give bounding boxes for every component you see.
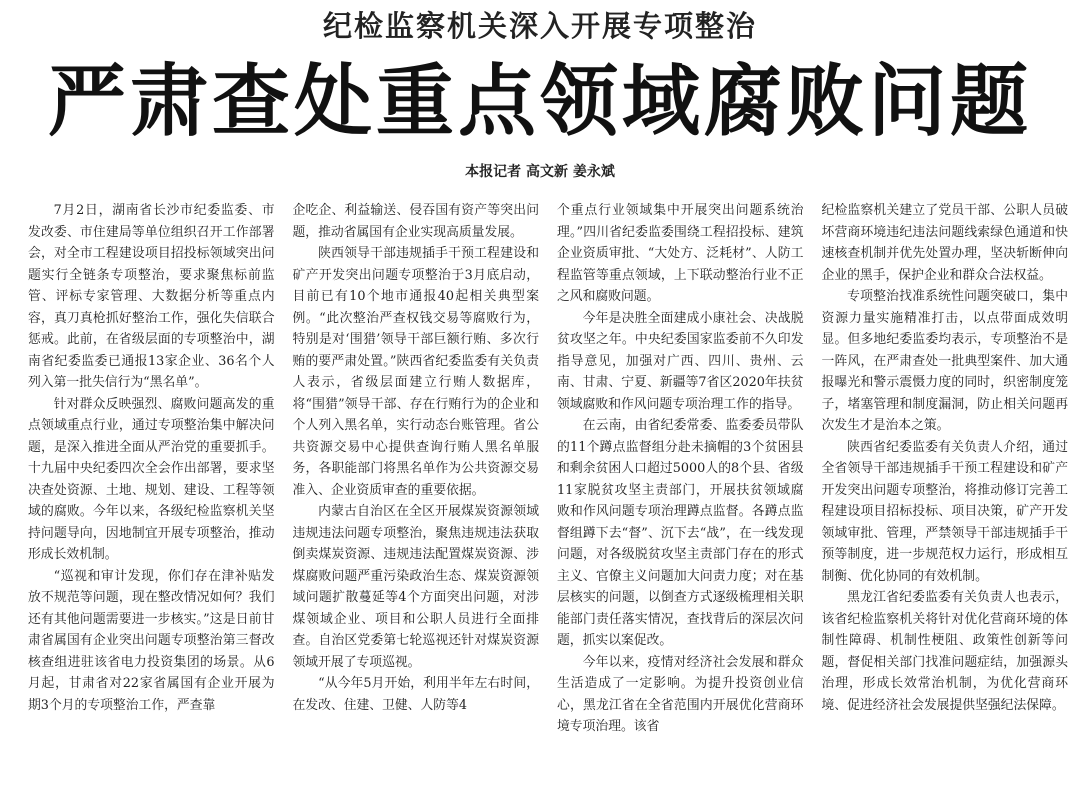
text-column-2 bbox=[293, 200, 540, 790]
body-paragraph: “巡视和审计发现，你们存在津补贴发放不规范等问题，现在整改情况如何？我们还有其他问题需要进一步核实。”这是日前甘肃省属国有企业突出问题专项整治第三督改核查组进驻该省电力投资集团的场景。从6月起，甘肃省对22家省属国有企业开展为期3个月的专项整治工作，严查靠 bbox=[28, 568, 275, 713]
body-paragraph: 黑龙江省纪委监委有关负责人也表示，该省纪检监察机关将针对优化营商环境的体制性障碍、机制性梗阻、政策性创新等问题，督促相关部门找准问题症结，加强源头治理，形成长效常治机制，为优化营商环境、促进经济社会发展提供坚强纪法保障。 bbox=[821, 590, 1068, 713]
body-paragraph: 个重点行业领域集中开展突出问题系统治理。”四川省纪委监委围绕工程招投标、建筑企业资质审批、“大处方、泛耗材”、人防工程监管等重点领域，上下联动整治行业不正之风和腐败问题。 bbox=[557, 203, 804, 304]
body-paragraph: 在云南，由省纪委常委、监委委员带队的11个蹲点监督组分赴未摘帽的3个贫困县和剩余贫困人口超过5000人的8个县、省级11家脱贫攻坚主责部门，开展扶贫领域腐败和作风问题专项治理蹲点监督。各蹲点监督组蹲下去“督”、沉下去“战”，在一线发现问题，对各级脱贫攻坚主责部门存在的形式主义、官僚主义问题加大问责力度；对在基层核实的问题，以倒查方式逐级梳理相关职能部门责任落实情况，查找背后的深层次问题，抓实以案促改。 bbox=[557, 418, 804, 648]
body-paragraph: 今年是决胜全面建成小康社会、决战脱贫攻坚之年。中央纪委国家监委前不久印发指导意见，加强对广西、四川、贵州、云南、甘肃、宁夏、新疆等7省区2020年扶贫领域腐败和作风问题专项治理工作的指导。 bbox=[557, 310, 804, 412]
text-column-3 bbox=[557, 200, 804, 790]
article-body bbox=[28, 200, 1068, 790]
body-paragraph: 企吃企、利益输送、侵吞国有资产等突出问题，推动省属国有企业实现高质量发展。 bbox=[292, 203, 539, 240]
body-paragraph: 陕西省纪委监委有关负责人介绍，通过全省领导干部违规插手干预工程建设和矿产开发突出问题专项整治，将推动修订完善工程建设项目招标投标、项目决策，矿产开发领域审批、管理，严禁领导干部违规插手干预等制度，进一步规范权力运行，形成相互制衡、优化协同的有效机制。 bbox=[821, 439, 1068, 584]
article-headline: 严肃查处重点领域腐败问题 bbox=[47, 57, 1032, 147]
article-byline: 本报记者 高文新 姜永斌 bbox=[465, 164, 615, 180]
body-paragraph: 专项整治找准系统性问题突破口，集中资源力量实施精准打击，以点带面成效明显。但多地纪委监委均表示，专项整治不是一阵风，在严肃查处一批典型案件、加大通报曝光和警示震慑力度的同时，织密制度笼子，堵塞管理和制度漏洞，防止相关问题再次发生才是治本之策。 bbox=[821, 289, 1068, 433]
body-paragraph: 针对群众反映强烈、腐败问题高发的重点领域重点行业，通过专项整治集中解决问题，是深入推进全面从严治党的重要抓手。十九届中央纪委四次全会作出部署，要求坚决查处资源、土地、规划、建设、工程等领域的腐败。今年以来，各级纪检监察机关坚持问题导向，因地制宜开展专项整治，推动形成长效机制。 bbox=[28, 396, 275, 562]
body-paragraph: 7月2日，湖南省长沙市纪委监委、市发改委、市住建局等单位组织召开工作部署会，对全市工程建设项目招投标领域突出问题实行全链条专项整治，要求聚焦标前监管、评标专家管理、大数据分析等重点内容，真刀真枪抓好整治工作，强化失信联合惩戒。此前，在省级层面的专项整治中，湖南省纪委监委已通报13家企业、36名个人列入第一批失信行为“黑名单”。 bbox=[28, 203, 275, 390]
text-column-4 bbox=[822, 200, 1069, 790]
body-paragraph: 内蒙古自治区在全区开展煤炭资源领域违规违法问题专项整治，聚焦违规违法获取倒卖煤炭资源、违规违法配置煤炭资源、涉煤腐败问题严重污染政治生态、煤炭资源领域问题扩散蔓延等4个方面突出问题，对涉煤领域企业、项目和公职人员进行全面排查。自治区党委第七轮巡视还针对煤炭资源领域开展了专项巡视。 bbox=[292, 504, 539, 670]
article-subtitle: 纪检监察机关深入开展专项整治 bbox=[322, 9, 757, 43]
body-paragraph: 今年以来，疫情对经济社会发展和群众生活造成了一定影响。为提升投资创业信心，黑龙江省在全省范围内开展优化营商环境专项治理。该省 bbox=[557, 654, 804, 734]
body-paragraph: 陕西领导干部违规插手干预工程建设和矿产开发突出问题专项整治于3月底启动，目前已有10个地市通报40起相关典型案例。“此次整治严查权钱交易等腐败行为，特别是对‘围猎’领导干部巨额行贿、多次行贿的要严肃处置。”陕西省纪委监委有关负责人表示，省级层面建立行贿人数据库，将“围猎”领导干部、存在行贿行为的企业和个人列入黑名单，实行动态台账管理。省公共资源交易中心提供查询行贿人黑名单服务，各职能部门将黑名单作为公共资源交易准入、企业资质审查的重要依据。 bbox=[292, 246, 539, 498]
body-paragraph: “从今年5月开始，利用半年左右时间，在发改、住建、卫健、人防等4 bbox=[292, 676, 539, 713]
body-paragraph: 纪检监察机关建立了党员干部、公职人员破坏营商环境违纪违法问题线索绿色通道和快速核查机制并优先处置办理，坚决斩断伸向企业的黑手，保护企业和群众合法权益。 bbox=[821, 203, 1068, 283]
text-column-1 bbox=[28, 200, 275, 790]
